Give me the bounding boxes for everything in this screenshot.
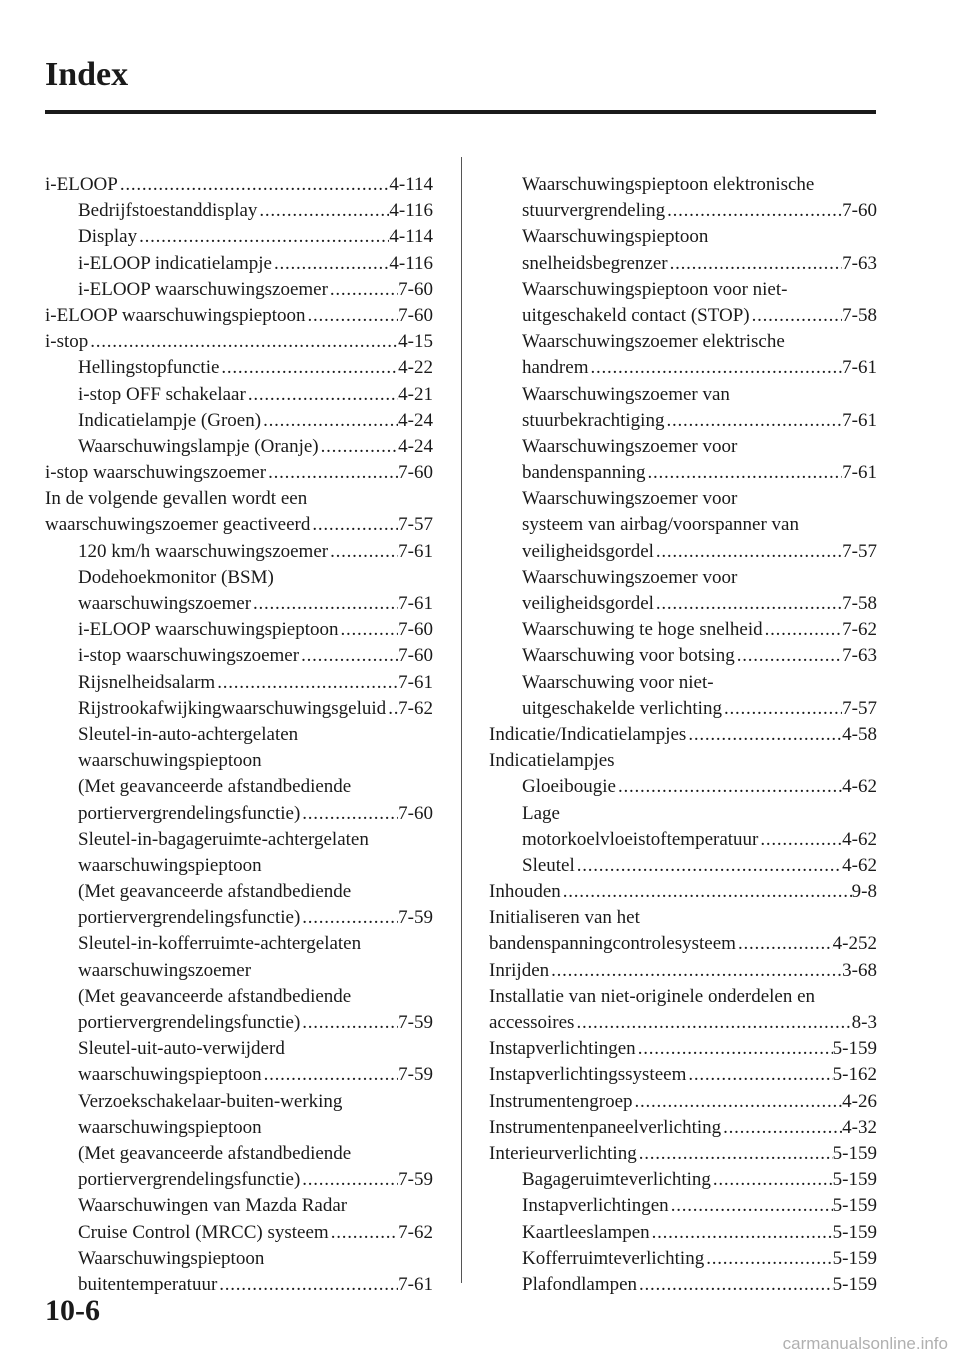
- index-subentry: [45, 1193, 433, 1219]
- leader-dots: [118, 172, 390, 198]
- entry-text: Lage: [522, 802, 560, 824]
- index-subentry: [45, 670, 433, 696]
- page-number: 10-6: [45, 1294, 100, 1327]
- index-subentry: [489, 670, 877, 696]
- entry-text: (Met geavanceerde afstandbediende: [78, 776, 352, 798]
- entry-page-ref: 7-57: [842, 697, 877, 719]
- index-subentry: [45, 277, 433, 303]
- entry-text: Waarschuwingslampje (Oranje): [78, 435, 319, 457]
- index-subentry: [489, 224, 877, 250]
- entry-text: Bedrijfstoestanddisplay: [78, 200, 258, 222]
- leader-dots: [386, 696, 398, 722]
- index-subentry: [489, 355, 877, 381]
- entry-page-ref: 4-114: [389, 174, 433, 195]
- index-subentry: [489, 172, 877, 198]
- leader-dots: [722, 696, 842, 722]
- index-subentry: [489, 853, 877, 879]
- index-subentry: [45, 1089, 433, 1115]
- entry-page-ref: 4-58: [842, 723, 877, 745]
- entry-text: i-ELOOP indicatielampje: [78, 252, 272, 274]
- entry-text: i-ELOOP: [45, 174, 118, 195]
- leader-dots: [763, 617, 843, 643]
- entry-text: Dodehoekmonitor (BSM): [78, 566, 274, 588]
- entry-text: i-ELOOP waarschuwingspieptoon: [78, 619, 339, 641]
- index-subentry: [489, 434, 877, 460]
- leader-dots: [257, 198, 389, 224]
- entry-text: i-stop waarschuwingszoemer: [45, 462, 267, 484]
- index-subentry: [489, 251, 877, 277]
- entry-text: Interieurverlichting: [489, 1142, 637, 1164]
- index-entry: [489, 1036, 877, 1062]
- index-subentry: [489, 1272, 877, 1298]
- entry-text: Indicatielampjes: [489, 750, 615, 772]
- entry-text: Kofferruimteverlichting: [522, 1247, 705, 1269]
- entry-text: Inhouden: [489, 881, 561, 903]
- entry-text: waarschuwingspieptoon: [78, 1116, 262, 1138]
- index-entry: [45, 172, 433, 198]
- entry-page-ref: 3-68: [842, 959, 877, 981]
- entry-text: motorkoelvloeistoftemperatuur: [522, 828, 759, 850]
- index-subentry: [45, 958, 433, 984]
- leader-dots: [721, 1115, 842, 1141]
- leader-dots: [319, 434, 399, 460]
- entry-text: Waarschuwing voor niet-: [522, 671, 714, 693]
- leader-dots: [750, 303, 843, 329]
- entry-text: stuurbekrachtiging: [522, 409, 665, 431]
- entry-text: Initialiseren van het: [489, 907, 640, 929]
- leader-dots: [758, 827, 842, 853]
- index-subentry: [489, 591, 877, 617]
- leader-dots: [329, 1220, 398, 1246]
- index-subentry: [45, 565, 433, 591]
- index-subentry: [489, 539, 877, 565]
- leader-dots: [549, 958, 842, 984]
- index-subentry: [45, 1167, 433, 1193]
- entry-page-ref: 5-159: [832, 1142, 877, 1164]
- entry-page-ref: 7-62: [842, 619, 877, 641]
- entry-text: veiligheidsgordel: [522, 593, 654, 614]
- entry-text: i-stop waarschuwingszoemer: [78, 645, 300, 667]
- entry-page-ref: 7-60: [398, 619, 433, 641]
- entry-text: (Met geavanceerde afstandbediende: [78, 881, 352, 903]
- entry-page-ref: 7-61: [842, 462, 877, 484]
- index-subentry: [489, 460, 877, 486]
- leader-dots: [328, 277, 398, 303]
- entry-page-ref: 7-58: [842, 593, 877, 614]
- leader-dots: [300, 1010, 398, 1036]
- index-entry: [489, 1062, 877, 1088]
- entry-text: veiligheidsgordel: [522, 540, 654, 562]
- entry-page-ref: 9-8: [851, 881, 877, 903]
- page-title: Index: [45, 56, 129, 93]
- entry-text: waarschuwingszoemer geactiveerd: [45, 514, 311, 536]
- entry-page-ref: 7-58: [842, 304, 877, 326]
- entry-page-ref: 5-159: [832, 1247, 877, 1269]
- entry-text: (Met geavanceerde afstandbediende: [78, 1142, 352, 1164]
- entry-text: Waarschuwingszoemer elektrische: [522, 331, 785, 353]
- entry-text: Waarschuwing voor botsing: [522, 645, 735, 667]
- entry-text: Waarschuwingszoemer voor: [522, 488, 738, 510]
- index-subentry: [45, 617, 433, 643]
- entry-text: i-stop OFF schakelaar: [78, 383, 246, 405]
- entry-text: Cruise Control (MRCC) systeem: [78, 1221, 329, 1243]
- index-entry: [489, 748, 877, 774]
- entry-text: portiervergrendelingsfunctie): [78, 1169, 301, 1191]
- index-subentry: [45, 434, 433, 460]
- entry-text: Gloeibougie: [522, 776, 616, 798]
- entry-page-ref: 7-61: [842, 357, 877, 379]
- leader-dots: [735, 643, 842, 669]
- entry-text: Sleutel: [522, 854, 575, 876]
- leader-dots: [272, 251, 389, 277]
- index-entry: [489, 722, 877, 748]
- entry-page-ref: 8-3: [851, 1012, 877, 1033]
- entry-page-ref: 4-116: [389, 200, 433, 222]
- leader-dots: [711, 1167, 833, 1193]
- entry-text: bandenspanning: [522, 462, 646, 484]
- entry-page-ref: 4-26: [842, 1090, 877, 1112]
- leader-dots: [88, 329, 398, 355]
- leader-dots: [665, 198, 842, 224]
- index-subentry: [45, 1141, 433, 1167]
- entry-text: i-ELOOP waarschuwingszoemer: [78, 278, 328, 300]
- entry-text: systeem van airbag/voorspanner van: [522, 514, 799, 536]
- leader-dots: [650, 1220, 833, 1246]
- index-subentry: [45, 722, 433, 748]
- index-subentry: [489, 1246, 877, 1272]
- entry-text: Bagageruimteverlichting: [522, 1169, 711, 1191]
- entry-text: Kaartleeslampen: [522, 1221, 650, 1243]
- entry-text: Verzoekschakelaar-buiten-werking: [78, 1090, 343, 1112]
- leader-dots: [633, 1089, 843, 1115]
- index-subentry: [489, 827, 877, 853]
- entry-text: portiervergrendelingsfunctie): [78, 1012, 301, 1033]
- index-entry: [489, 984, 877, 1010]
- leader-dots: [668, 251, 843, 277]
- entry-page-ref: 4-252: [832, 933, 877, 955]
- entry-text: Indicatielampje (Groen): [78, 409, 262, 431]
- index-subentry: [489, 512, 877, 538]
- index-entry: [489, 1141, 877, 1167]
- index-subentry: [489, 617, 877, 643]
- title-rule: [45, 110, 876, 114]
- index-subentry: [489, 696, 877, 722]
- entry-page-ref: 7-59: [398, 907, 433, 929]
- entry-text: snelheidsbegrenzer: [522, 252, 668, 274]
- index-entry: [45, 303, 433, 329]
- leader-dots: [339, 617, 399, 643]
- index-subentry: [489, 1167, 877, 1193]
- entry-text: Installatie van niet-originele onderdelen en: [489, 985, 816, 1007]
- entry-page-ref: 4-15: [398, 331, 433, 353]
- leader-dots: [637, 1272, 833, 1298]
- index-entry: [45, 329, 433, 355]
- entry-text: Sleutel-in-bagageruimte-achtergelaten: [78, 828, 369, 850]
- entry-text: waarschuwingszoemer: [78, 959, 252, 981]
- index-subentry: [489, 1220, 877, 1246]
- entry-text: Waarschuwingspieptoon voor niet-: [522, 278, 788, 300]
- leader-dots: [310, 512, 398, 538]
- index-subentry: [45, 643, 433, 669]
- index-subentry: [45, 355, 433, 381]
- entry-text: handrem: [522, 357, 589, 379]
- entry-text: uitgeschakeld contact (STOP): [522, 304, 750, 326]
- index-subentry: [45, 408, 433, 434]
- entry-text: Hellingstopfunctie: [78, 357, 220, 379]
- entry-text: waarschuwingspieptoon: [78, 1064, 262, 1086]
- leader-dots: [669, 1193, 833, 1219]
- entry-text: waarschuwingspieptoon: [78, 750, 262, 772]
- index-subentry: [45, 931, 433, 957]
- entry-text: Instapverlichtingen: [489, 1038, 636, 1060]
- entry-text: buitentemperatuur: [78, 1273, 218, 1295]
- entry-page-ref: 7-62: [398, 697, 433, 719]
- entry-text: Indicatie/Indicatielampjes: [489, 723, 687, 745]
- leader-dots: [574, 1010, 851, 1036]
- entry-page-ref: 7-60: [398, 645, 433, 667]
- index-subentry: [489, 198, 877, 224]
- leader-dots: [704, 1246, 832, 1272]
- entry-text: Waarschuwingszoemer voor: [522, 566, 738, 588]
- index-subentry: [45, 1272, 433, 1298]
- index-subentry: [45, 984, 433, 1010]
- entry-page-ref: 7-61: [398, 540, 433, 562]
- entry-page-ref: 7-61: [398, 1273, 433, 1295]
- index-subentry: [489, 303, 877, 329]
- leader-dots: [251, 591, 398, 617]
- leader-dots: [300, 1167, 398, 1193]
- index-entry: [489, 879, 877, 905]
- index-subentry: [45, 539, 433, 565]
- entry-text: accessoires: [489, 1012, 575, 1033]
- index-subentry: [45, 905, 433, 931]
- leader-dots: [636, 1036, 833, 1062]
- entry-page-ref: 7-61: [842, 409, 877, 431]
- entry-text: Waarschuwingspieptoon: [78, 1247, 265, 1269]
- index-subentry: [45, 827, 433, 853]
- leader-dots: [261, 408, 398, 434]
- index-subentry: [489, 486, 877, 512]
- leader-dots: [637, 1141, 833, 1167]
- entry-text: Inrijden: [489, 959, 550, 981]
- entry-text: Waarschuwingen van Mazda Radar: [78, 1195, 348, 1217]
- entry-text: 120 km/h waarschuwingszoemer: [78, 540, 329, 562]
- column-divider: [461, 157, 462, 1283]
- index-entry: [489, 931, 877, 957]
- entry-text: Rijstrookafwijkingwaarschuwingsgeluid: [78, 697, 387, 719]
- index-subentry: [45, 774, 433, 800]
- leader-dots: [137, 224, 389, 250]
- entry-page-ref: 7-60: [398, 278, 433, 300]
- leader-dots: [299, 643, 398, 669]
- leader-dots: [616, 774, 842, 800]
- index-subentry: [45, 198, 433, 224]
- entry-text: Waarschuwingszoemer van: [522, 383, 730, 405]
- leader-dots: [736, 931, 833, 957]
- leader-dots: [215, 670, 398, 696]
- entry-text: Instapverlichtingssysteem: [489, 1064, 687, 1086]
- leader-dots: [300, 801, 398, 827]
- leader-dots: [588, 355, 842, 381]
- entry-page-ref: 7-61: [398, 593, 433, 614]
- index-subentry: [45, 696, 433, 722]
- entry-text: Plafondlampen: [522, 1273, 638, 1295]
- index-subentry: [45, 382, 433, 408]
- entry-page-ref: 7-60: [398, 462, 433, 484]
- index-entry: [489, 1115, 877, 1141]
- entry-page-ref: 5-159: [832, 1221, 877, 1243]
- entry-page-ref: 4-62: [842, 776, 877, 798]
- index-entry: [45, 460, 433, 486]
- watermark: carmanualsonline.info: [782, 1334, 948, 1353]
- entry-text: Waarschuwingspieptoon: [522, 226, 709, 248]
- entry-page-ref: 7-59: [398, 1169, 433, 1191]
- entry-text: Sleutel-in-kofferruimte-achtergelaten: [78, 933, 362, 955]
- entry-page-ref: 4-22: [398, 357, 433, 379]
- entry-text: uitgeschakelde verlichting: [522, 697, 722, 719]
- leader-dots: [686, 1062, 832, 1088]
- leader-dots: [328, 539, 398, 565]
- entry-page-ref: 5-159: [832, 1195, 877, 1217]
- entry-page-ref: 4-32: [842, 1116, 877, 1138]
- entry-text: Waarschuwing te hoge snelheid: [522, 619, 763, 641]
- entry-page-ref: 4-116: [389, 252, 433, 274]
- entry-text: In de volgende gevallen wordt een: [45, 488, 308, 510]
- entry-text: Instrumentengroep: [489, 1090, 633, 1112]
- index-subentry: [489, 329, 877, 355]
- entry-page-ref: 5-159: [832, 1169, 877, 1191]
- index-entry: [489, 1089, 877, 1115]
- entry-text: i-ELOOP waarschuwingspieptoon: [45, 304, 306, 326]
- leader-dots: [219, 355, 398, 381]
- entry-page-ref: 4-62: [842, 854, 877, 876]
- leader-dots: [306, 303, 399, 329]
- entry-text: waarschuwingspieptoon: [78, 854, 262, 876]
- index-subentry: [45, 591, 433, 617]
- leader-dots: [561, 879, 852, 905]
- index-subentry: [489, 1193, 877, 1219]
- entry-page-ref: 7-63: [842, 645, 877, 667]
- entry-text: (Met geavanceerde afstandbediende: [78, 985, 352, 1007]
- entry-text: Instrumentenpaneelverlichting: [489, 1116, 722, 1138]
- leader-dots: [654, 539, 842, 565]
- index-subentry: [45, 251, 433, 277]
- index-subentry: [489, 277, 877, 303]
- index-subentry: [45, 224, 433, 250]
- index-subentry: [45, 1036, 433, 1062]
- entry-text: Sleutel-uit-auto-verwijderd: [78, 1038, 285, 1060]
- entry-page-ref: 4-21: [398, 383, 433, 405]
- index-subentry: [489, 408, 877, 434]
- leader-dots: [664, 408, 842, 434]
- index-subentry: [45, 801, 433, 827]
- index-entry: [45, 486, 433, 512]
- index-subentry: [489, 643, 877, 669]
- leader-dots: [575, 853, 842, 879]
- index-entry: [45, 512, 433, 538]
- entry-page-ref: 4-62: [842, 828, 877, 850]
- leader-dots: [300, 905, 398, 931]
- entry-text: i-stop: [45, 331, 89, 353]
- index-subentry: [45, 853, 433, 879]
- entry-text: Instapverlichtingen: [522, 1195, 669, 1217]
- entry-page-ref: 5-159: [832, 1273, 877, 1295]
- index-entry: [489, 905, 877, 931]
- index-subentry: [45, 1115, 433, 1141]
- entry-text: Rijsnelheidsalarm: [78, 671, 216, 693]
- index-entry: [489, 958, 877, 984]
- entry-text: bandenspanningcontrolesysteem: [489, 933, 736, 955]
- entry-page-ref: 5-159: [832, 1038, 877, 1060]
- index-subentry: [45, 1010, 433, 1036]
- leader-dots: [262, 1062, 399, 1088]
- entry-text: Display: [78, 226, 138, 248]
- entry-text: portiervergrendelingsfunctie): [78, 907, 301, 929]
- entry-text: portiervergrendelingsfunctie): [78, 802, 301, 824]
- leader-dots: [266, 460, 398, 486]
- index-subentry: [45, 879, 433, 905]
- entry-text: waarschuwingszoemer: [78, 593, 252, 614]
- entry-page-ref: 7-57: [842, 540, 877, 562]
- index-subentry: [489, 801, 877, 827]
- entry-page-ref: 7-63: [842, 252, 877, 274]
- index-subentry: [45, 1246, 433, 1272]
- index-subentry: [45, 1062, 433, 1088]
- entry-text: Waarschuwingszoemer voor: [522, 435, 738, 457]
- entry-page-ref: 4-24: [398, 409, 433, 431]
- index-column-left: [45, 172, 433, 1298]
- entry-page-ref: 7-62: [398, 1221, 433, 1243]
- entry-page-ref: 7-59: [398, 1064, 433, 1086]
- leader-dots: [217, 1272, 398, 1298]
- leader-dots: [645, 460, 842, 486]
- index-entry: [489, 1010, 877, 1036]
- leader-dots: [246, 382, 398, 408]
- leader-dots: [686, 722, 842, 748]
- entry-page-ref: 4-24: [398, 435, 433, 457]
- entry-page-ref: 7-59: [398, 1012, 433, 1033]
- index-subentry: [45, 1220, 433, 1246]
- entry-page-ref: 7-61: [398, 671, 433, 693]
- index-column-right: [489, 172, 877, 1298]
- entry-text: Waarschuwingspieptoon elektronische: [522, 174, 815, 195]
- index-subentry: [489, 565, 877, 591]
- index-subentry: [489, 774, 877, 800]
- entry-text: stuurvergrendeling: [522, 200, 666, 222]
- leader-dots: [654, 591, 842, 617]
- index-subentry: [489, 382, 877, 408]
- entry-page-ref: 7-60: [398, 304, 433, 326]
- entry-page-ref: 5-162: [832, 1064, 877, 1086]
- entry-page-ref: 7-60: [842, 200, 877, 222]
- entry-text: Sleutel-in-auto-achtergelaten: [78, 723, 299, 745]
- entry-page-ref: 7-57: [398, 514, 433, 536]
- entry-page-ref: 7-60: [398, 802, 433, 824]
- entry-page-ref: 4-114: [389, 226, 433, 248]
- index-subentry: [45, 748, 433, 774]
